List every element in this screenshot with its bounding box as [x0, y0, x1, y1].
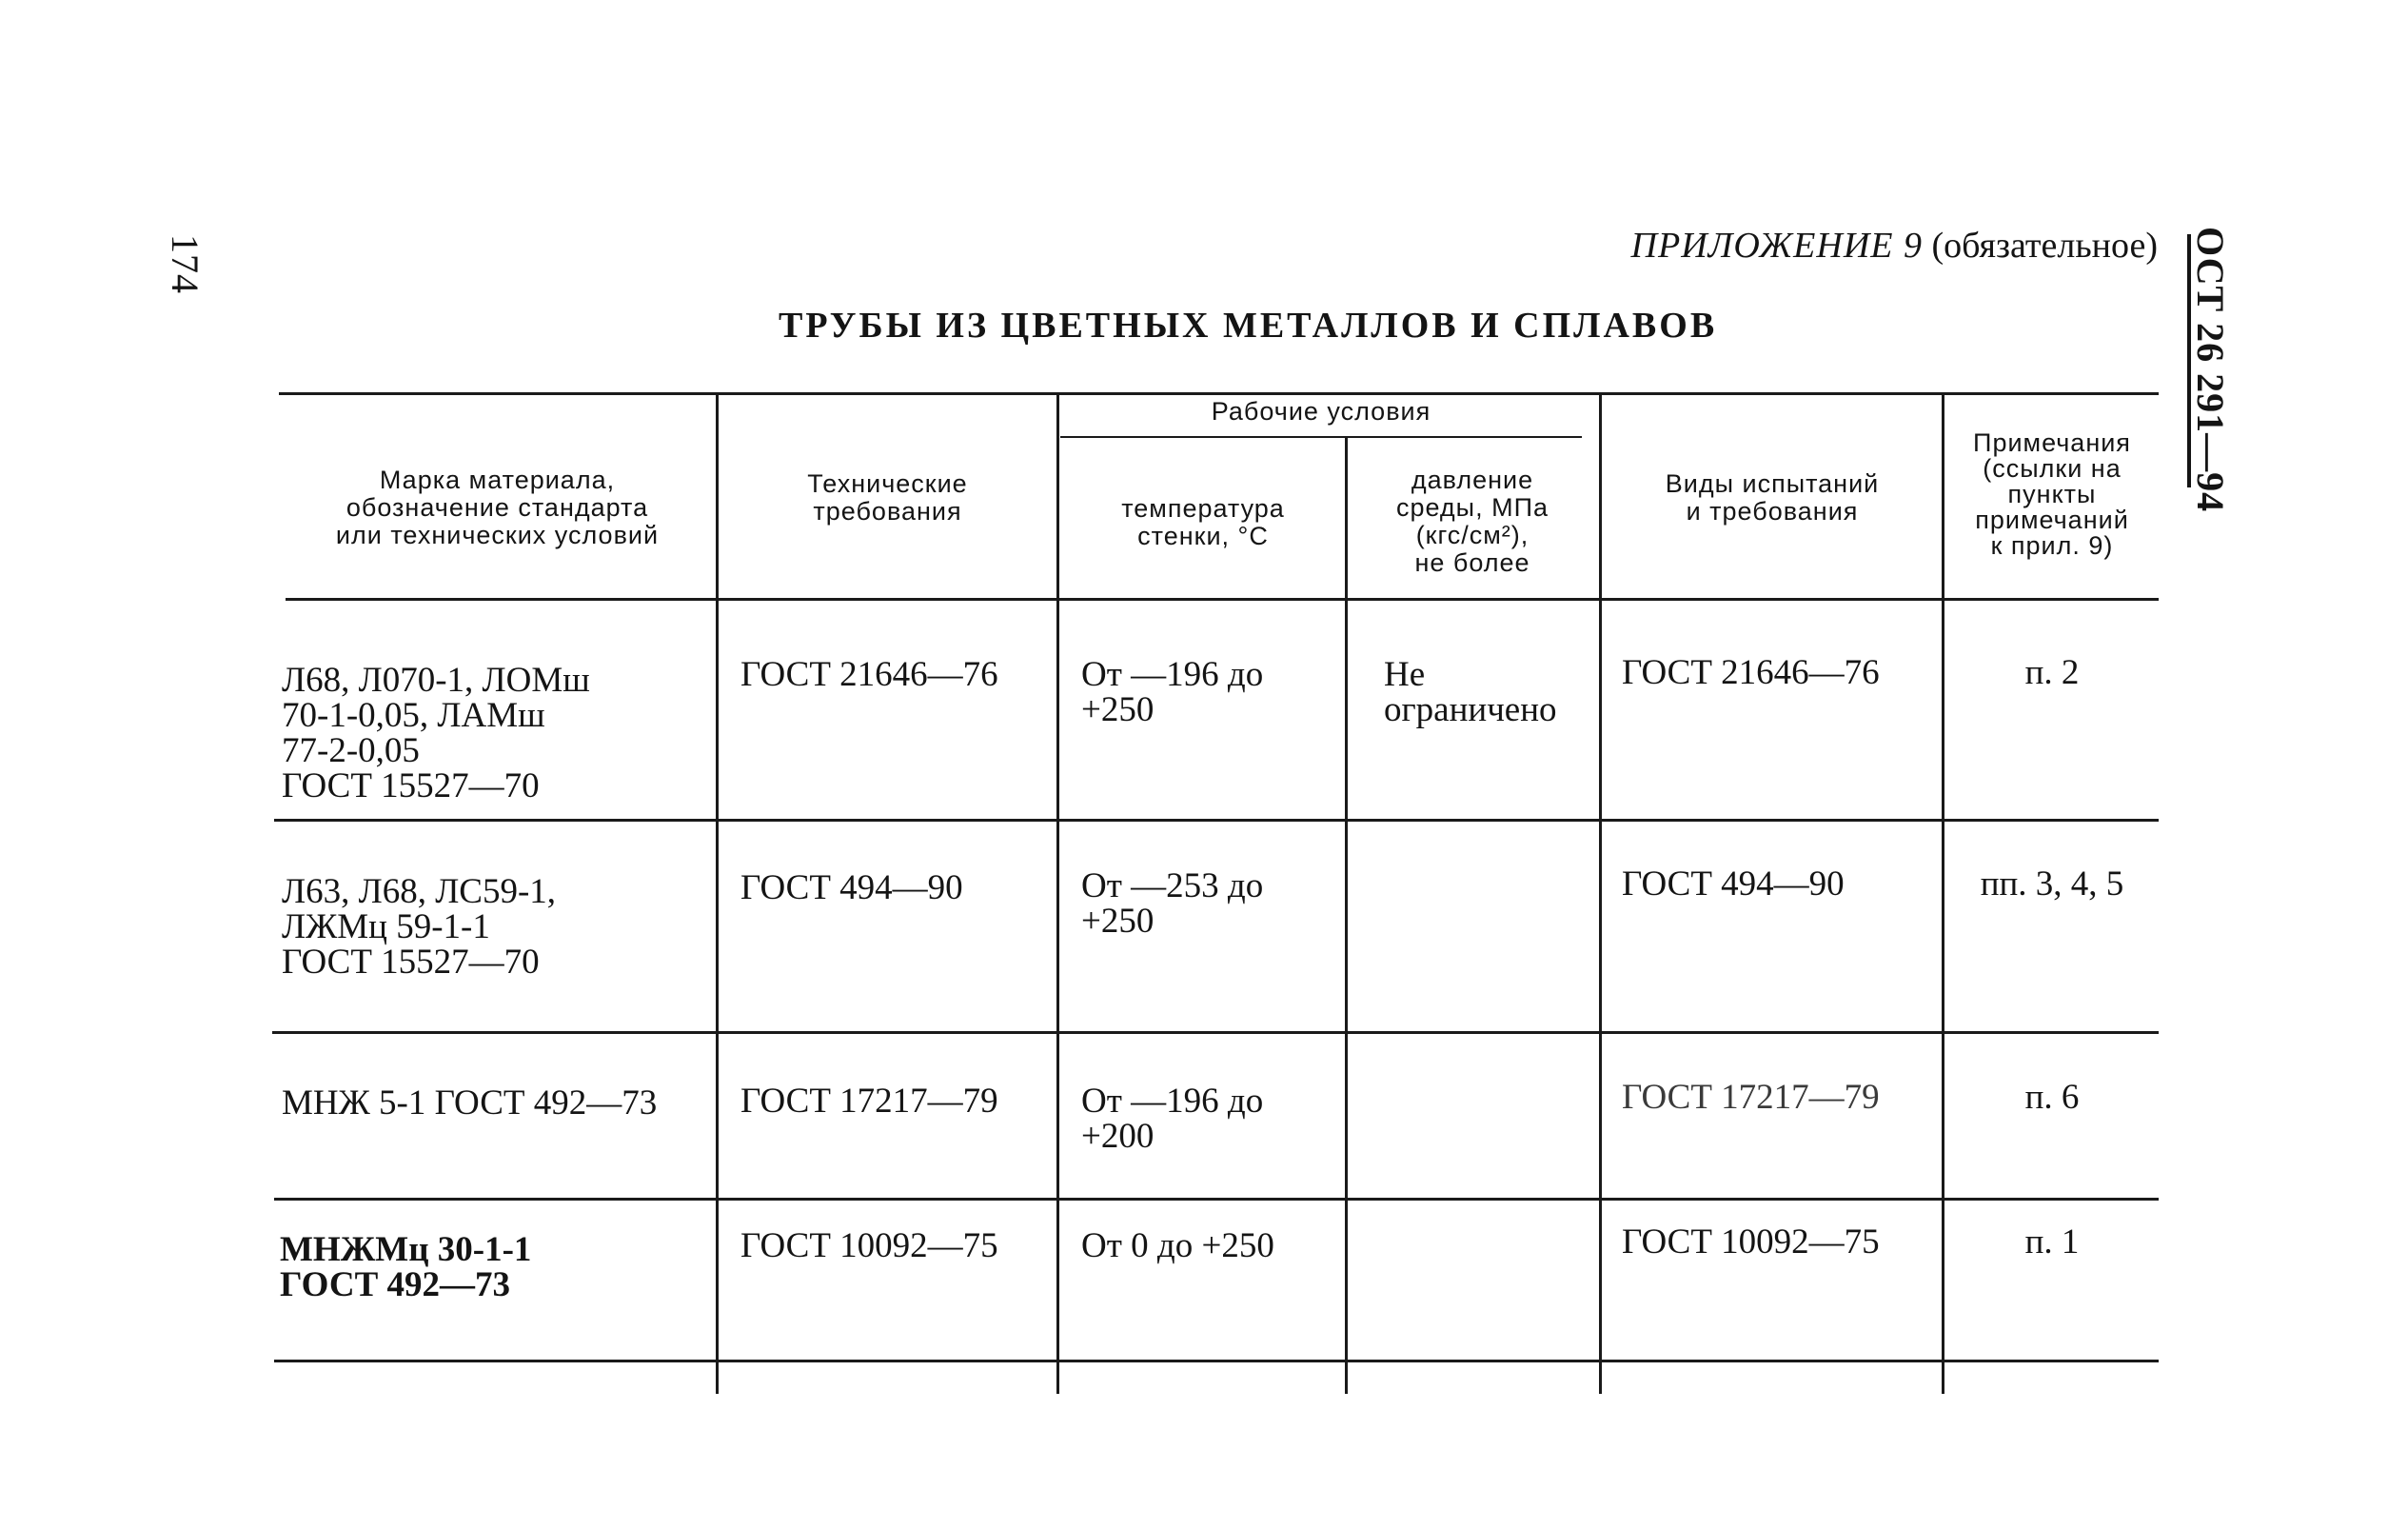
row-3-material: МНЖ 5-1 ГОСТ 492—73 [282, 1083, 658, 1123]
row-4-technical-requirements: ГОСТ 10092—75 [740, 1226, 998, 1265]
header-pressure: давление среды, МПа (кгс/см²), не более [1395, 466, 1549, 577]
row-3-rule [274, 1198, 2159, 1201]
column-divider-4 [1599, 392, 1602, 1394]
row-4-note: п. 1 [2024, 1222, 2080, 1262]
row-1-technical-requirements: ГОСТ 21646—76 [740, 655, 998, 694]
header-technical-requirements: Технические требования [807, 469, 968, 526]
row-2-technical-requirements: ГОСТ 494—90 [740, 868, 963, 907]
table-bottom-rule [274, 1360, 2159, 1362]
row-2-rule [272, 1031, 2159, 1034]
appendix-status: (обязательное) [1931, 226, 2158, 266]
row-3-note: п. 6 [2024, 1078, 2080, 1117]
row-2-material: Л63, Л68, ЛС59-1, ЛЖМц 59-1-1 ГОСТ 15527—70 [282, 872, 557, 982]
page-number: 174 [164, 234, 207, 294]
row-1-pressure: Не ограничено [1384, 655, 1557, 729]
header-bottom-rule [286, 598, 2159, 601]
row-1-temperature: От —196 до +250 [1081, 655, 1264, 729]
appendix-number: ПРИЛОЖЕНИЕ 9 [1630, 226, 1923, 266]
appendix-label [1631, 225, 2158, 267]
row-3-temperature: От —196 до +200 [1081, 1082, 1264, 1156]
row-3-technical-requirements: ГОСТ 17217—79 [740, 1082, 998, 1121]
row-1-note: п. 2 [2024, 653, 2080, 692]
row-2-note: пп. 3, 4, 5 [1980, 864, 2124, 904]
row-2-tests: ГОСТ 494—90 [1622, 864, 1845, 904]
document-code: ОСТ 26 291—94 [2189, 227, 2232, 513]
table-top-rule [279, 392, 2159, 395]
page-title: ТРУБЫ ИЗ ЦВЕТНЫХ МЕТАЛЛОВ И СПЛАВОВ [779, 306, 1718, 346]
row-1-tests: ГОСТ 21646—76 [1622, 653, 1880, 692]
header-material: Марка материала, обозначение стандарта или технических условий [335, 466, 660, 549]
row-1-material: Л68, Л070-1, ЛОМш 70-1-0,05, ЛАМш 77-2-0,05 ГОСТ 15527—70 [282, 661, 590, 805]
column-divider-2 [1056, 394, 1059, 1394]
header-notes: Примечания (ссылки на пункты примечаний к прил. 9) [1973, 428, 2131, 560]
header-working-conditions: Рабочие условия [1211, 397, 1431, 426]
row-4-tests: ГОСТ 10092—75 [1622, 1222, 1880, 1262]
row-2-temperature: От —253 до +250 [1081, 866, 1264, 941]
column-divider-5 [1942, 392, 1944, 1394]
working-conditions-rule [1060, 436, 1582, 438]
row-4-material: МНЖМц 30-1-1 ГОСТ 492—73 [280, 1230, 532, 1304]
row-4-temperature: От 0 до +250 [1081, 1226, 1274, 1265]
column-divider-1 [716, 394, 719, 1394]
row-1-rule [274, 819, 2159, 822]
column-divider-3 [1345, 438, 1348, 1394]
header-temperature: температура стенки, °C [1121, 494, 1285, 550]
row-3-tests: ГОСТ 17217—79 [1622, 1078, 1880, 1117]
header-tests: Виды испытаний и требования [1665, 469, 1880, 526]
